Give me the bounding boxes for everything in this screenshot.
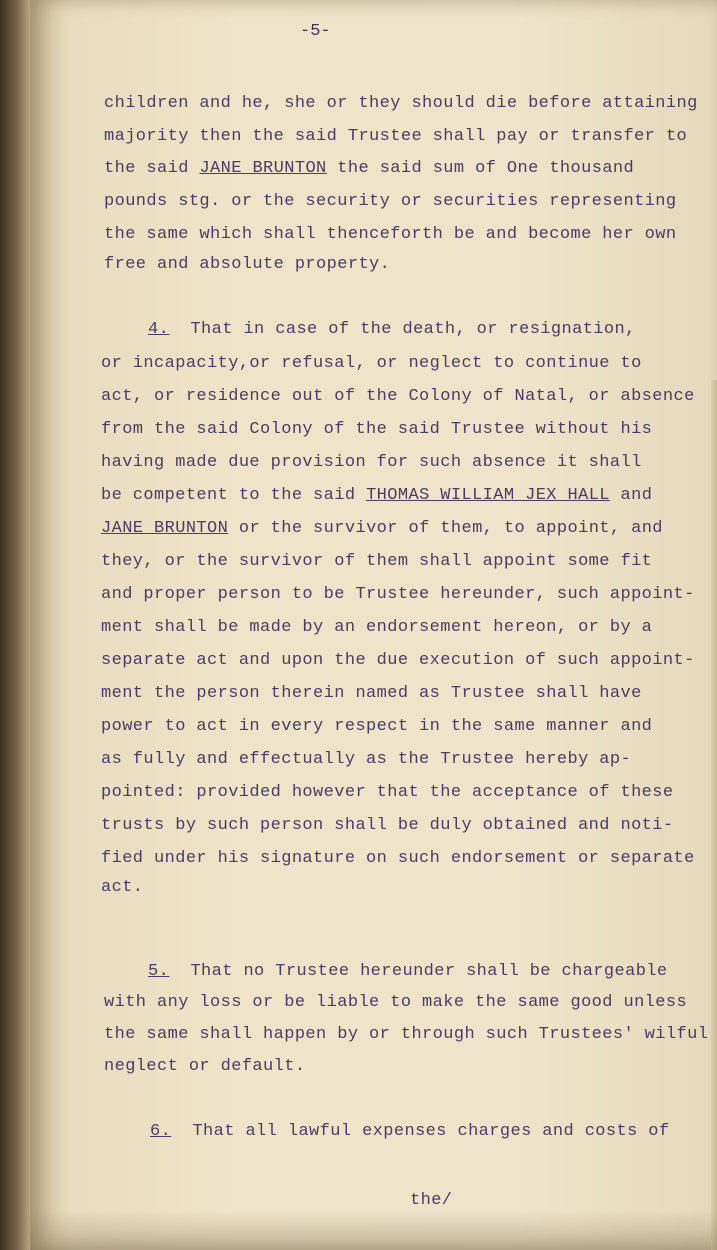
text-line: fied under his signature on such endorsement or separate: [101, 849, 695, 868]
text-line: pointed: provided however that the acceptance of these: [101, 783, 674, 802]
person-name: JANE BRUNTON: [199, 159, 327, 178]
text-line: having made due provision for such absence it shall: [101, 453, 642, 472]
text-line: ment the person therein named as Trustee shall have: [101, 684, 642, 703]
text-line: from the said Colony of the said Trustee without his: [101, 420, 653, 439]
text-line: they, or the survivor of them shall appoint some fit: [101, 552, 653, 571]
person-name: JANE BRUNTON: [101, 519, 229, 538]
text-line: and proper person to be Trustee hereunder, such appoint-: [101, 585, 695, 604]
text-line: be competent to the said THOMAS WILLIAM JEX HALL and: [101, 486, 653, 505]
paragraph-number: 5.: [148, 962, 170, 981]
page-bottom-shade: [30, 1210, 717, 1250]
paragraph-5-first-line: 5. That no Trustee hereunder shall be chargeable: [148, 962, 668, 981]
text-line: the same shall happen by or through such Trustees' wilful: [104, 1025, 709, 1044]
text-line: children and he, she or they should die before attaining: [104, 94, 698, 113]
page-number: -5-: [300, 22, 331, 41]
paragraph-4-first-line: 4. That in case of the death, or resignation,: [148, 320, 636, 339]
text-line: free and absolute property.: [104, 255, 391, 274]
text-line: majority then the said Trustee shall pay or transfer to: [104, 127, 688, 146]
text-line: with any loss or be liable to make the same good unless: [104, 993, 688, 1012]
text-line: trusts by such person shall be duly obtained and noti-: [101, 816, 674, 835]
text-line: act, or residence out of the Colony of Natal, or absence: [101, 387, 695, 406]
text-line: separate act and upon the due execution of such appoint-: [101, 651, 695, 670]
text-line: the said JANE BRUNTON the said sum of One thousand: [104, 159, 635, 178]
person-name: THOMAS WILLIAM JEX HALL: [366, 486, 610, 505]
text-line: the same which shall thenceforth be and become her own: [104, 225, 677, 244]
paragraph-number: 6.: [150, 1122, 172, 1141]
text-line: neglect or default.: [104, 1057, 306, 1076]
text-line: pounds stg. or the security or securities representing: [104, 192, 677, 211]
paragraph-number: 4.: [148, 320, 170, 339]
text-line: JANE BRUNTON or the survivor of them, to appoint, and: [101, 519, 663, 538]
text-line: or incapacity,or refusal, or neglect to continue to: [101, 354, 642, 373]
paragraph-6-first-line: 6. That all lawful expenses charges and costs of: [150, 1122, 670, 1141]
text-line: act.: [101, 878, 144, 897]
page-edge: [711, 380, 717, 1250]
text-line: as fully and effectually as the Trustee hereby ap-: [101, 750, 632, 769]
text-line: ment shall be made by an endorsement hereon, or by a: [101, 618, 653, 637]
catchword: the/: [410, 1191, 453, 1210]
text-line: power to act in every respect in the same manner and: [101, 717, 653, 736]
